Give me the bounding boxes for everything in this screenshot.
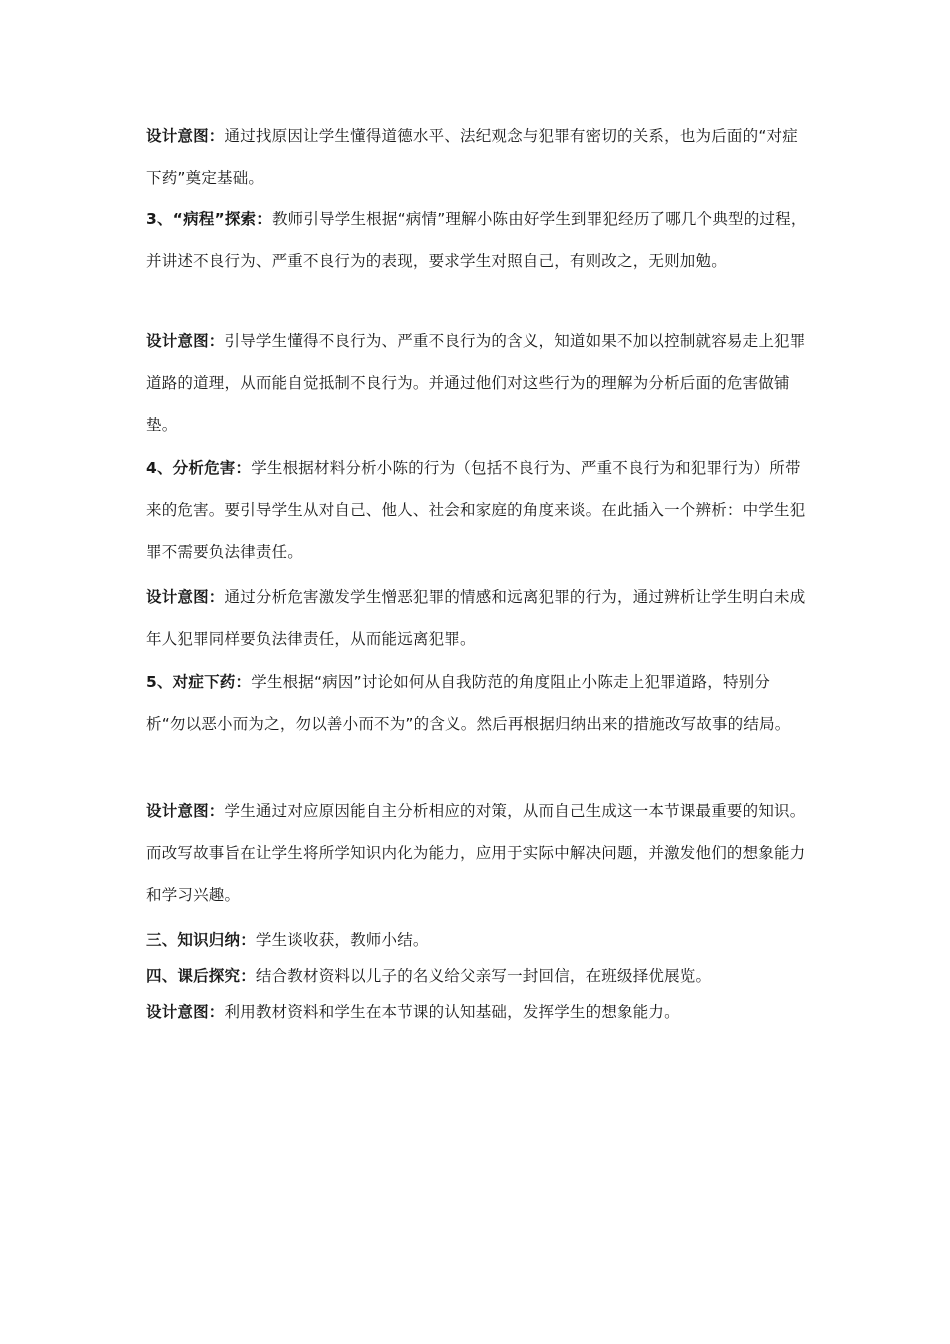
paragraph-text: 利用教材资料和学生在本节课的认知基础，发挥学生的想象能力。 (224, 1003, 680, 1021)
paragraph-label: 三、知识归纳： (146, 931, 256, 949)
paragraph-knowledge-summary (146, 925, 808, 955)
paragraph-label: 四、课后探究： (146, 967, 256, 985)
paragraph-text: 学生通过对应原因能自主分析相应的对策，从而自己生成这一本节课最重要的知识。而改写故事旨在让学生将所学知识内化为能力，应用于实际中解决问题，并激发他们的想象能力和学习兴趣。 (146, 802, 806, 904)
paragraph-label: 4、分析危害： (146, 459, 252, 477)
paragraph-text: 学生谈收获，教师小结。 (255, 931, 429, 949)
paragraph-text: 学生根据“病因”讨论如何从自我防范的角度阻止小陈走上犯罪道路，特别分析“勿以恶小而为之，勿以善小而不为”的含义。然后再根据归纳出来的措施改写故事的结局。 (146, 673, 791, 733)
paragraph-text: 学生根据材料分析小陈的行为（包括不良行为、严重不良行为和犯罪行为）所带来的危害。要引导学生从对自己、他人、社会和家庭的角度来谈。在此插入一个辨析：中学生犯罪不需要负法律责任。 (146, 459, 806, 561)
paragraph-disease-course (146, 198, 808, 282)
paragraph-text: 通过找原因让学生懂得道德水平、法纪观念与犯罪有密切的关系，也为后面的“对症下药”奠定基础。 (146, 127, 798, 187)
paragraph-text: 通过分析危害激发学生憎恶犯罪的情感和远离犯罪的行为，通过辨析让学生明白未成年人犯罪同样要负法律责任，从而能远离犯罪。 (146, 588, 806, 648)
paragraph-design-intent-5 (146, 997, 808, 1027)
paragraph-design-intent-3 (146, 576, 808, 660)
paragraph-text: 引导学生懂得不良行为、严重不良行为的含义，知道如果不加以控制就容易走上犯罪道路的道理，从而能自觉抵制不良行为。并通过他们对这些行为的理解为分析后面的危害做铺垫。 (146, 332, 806, 434)
paragraph-after-class (146, 961, 808, 991)
paragraph-label: 设计意图： (146, 332, 225, 350)
paragraph-text: 教师引导学生根据“病情”理解小陈由好学生到罪犯经历了哪几个典型的过程，并讲述不良行为、严重不良行为的表现，要求学生对照自己，有则改之，无则加勉。 (146, 210, 807, 270)
paragraph-text: 结合教材资料以儿子的名义给父亲写一封回信，在班级择优展览。 (255, 967, 712, 985)
paragraph-label: 3、“病程”探索： (146, 210, 272, 228)
paragraph-label: 设计意图： (146, 127, 225, 145)
paragraph-design-intent-1 (146, 115, 808, 199)
paragraph-analyze-harm (146, 447, 808, 573)
paragraph-label: 5、对症下药： (146, 673, 252, 691)
paragraph-design-intent-2 (146, 320, 808, 446)
paragraph-design-intent-4 (146, 790, 808, 916)
paragraph-label: 设计意图： (146, 588, 225, 606)
paragraph-prescribe-remedy (146, 661, 808, 745)
paragraph-label: 设计意图： (146, 1003, 225, 1021)
paragraph-label: 设计意图： (146, 802, 225, 820)
